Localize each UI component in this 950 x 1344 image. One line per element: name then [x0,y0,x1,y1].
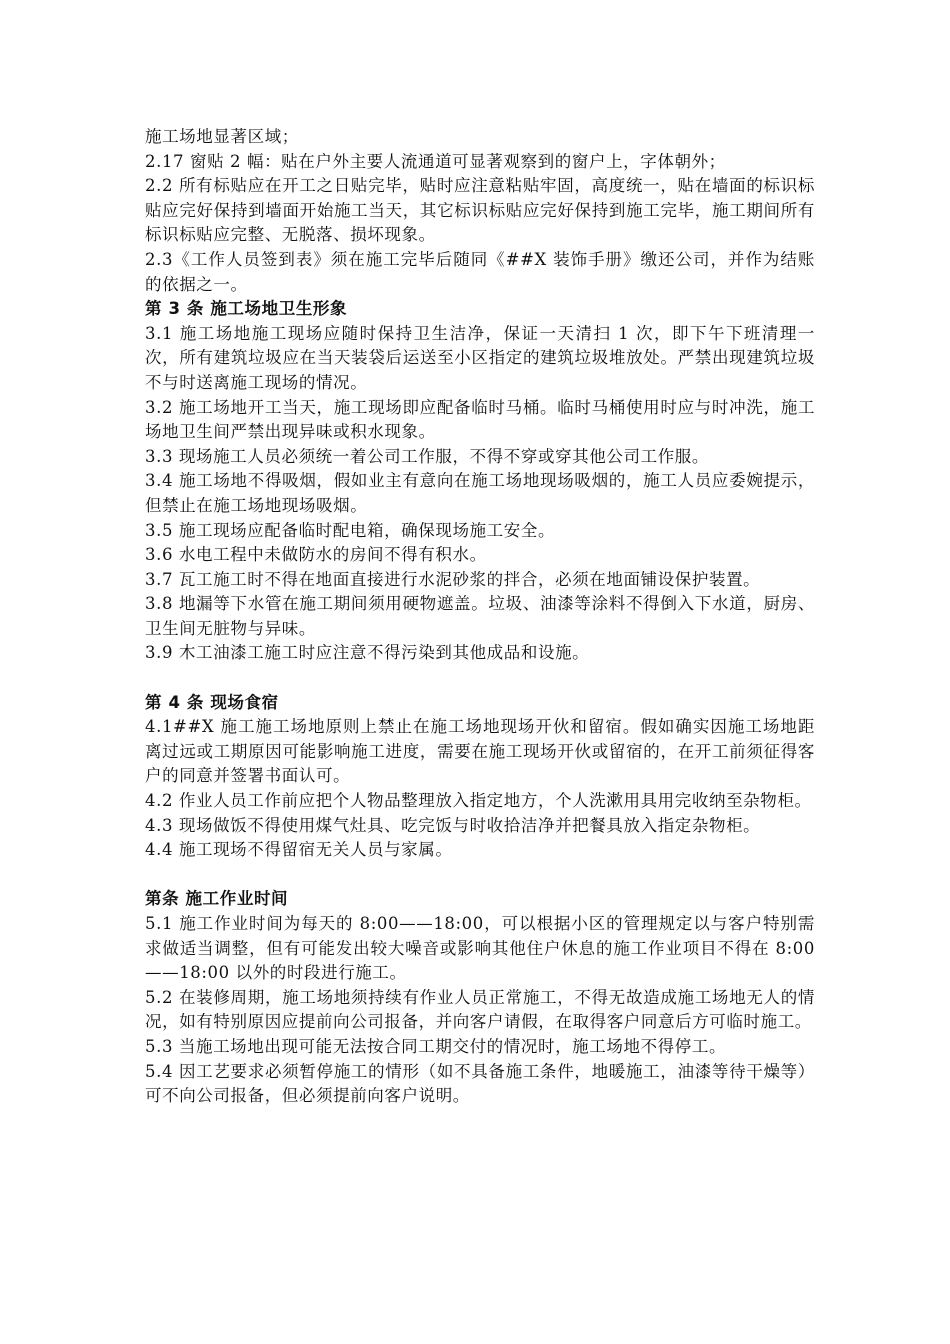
paragraph: 2.2 所有标贴应在开工之日贴完毕，贴时应注意粘贴牢固，高度统一，贴在墙面的标识标贴应完好保持到墙面开始施工当天，其它标识标贴应完好保持到施工完毕，施工期间所有标识标贴应完整、无脱落、损坏现象。 [145,176,815,245]
paragraph: 5.2 在装修周期，施工场地须持续有作业人员正常施工，不得无故造成施工场地无人的情况，如有特别原因应提前向公司报备，并向客户请假，在取得客户同意后方可临时施工。 [145,987,815,1032]
paragraph: 5.1 施工作业时间为每天的 8:00——18:00，可以根据小区的管理规定以与客户特别需求做适当调整，但有可能发出较大噪音或影响其他住户休息的施工作业项目不得在 8:00——18:00 以外的时段进行施工。 [145,914,815,983]
paragraph: 3.7 瓦工施工时不得在地面直接进行水泥砂浆的拌合，必须在地面铺设保护装置。 [145,569,761,589]
paragraph: 3.4 施工场地不得吸烟，假如业主有意向在施工场地现场吸烟的，施工人员应委婉提示，但禁止在施工场地现场吸烟。 [145,471,815,515]
paragraph: 3.6 水电工程中未做防水的房间不得有积水。 [145,545,487,565]
paragraph: 4.4 施工现场不得留宿无关人员与家属。 [145,840,453,860]
paragraph: 3.1 施工场地施工现场应随时保持卫生洁净，保证一天清扫 1 次，即下午下班清理一次，所有建筑垃圾应在当天装袋后运送至小区指定的建筑垃圾堆放处。严禁出现建筑垃圾不与时送离施工现场的情况。 [145,323,815,392]
paragraph: 4.3 现场做饭不得使用煤气灶具、吃完饭与时收拾洁净并把餐具放入指定杂物柜。 [145,815,761,835]
paragraph: 2.3《工作人员签到表》须在施工完毕后随同《##X 装饰手册》缴还公司，并作为结账的依据之一。 [145,249,815,294]
section-heading: 第条 施工作业时间 [145,889,289,909]
paragraph: 3.3 现场施工人员必须统一着公司工作服，不得不穿或穿其他公司工作服。 [145,446,709,466]
paragraph: 3.8 地漏等下水管在施工期间须用硬物遮盖。垃圾、油漆等涂料不得倒入下水道，厨房、卫生间无脏物与异味。 [145,594,815,638]
paragraph: 3.9 木工油漆工施工时应注意不得污染到其他成品和设施。 [145,643,590,663]
paragraph: 3.2 施工场地开工当天，施工现场即应配备临时马桶。临时马桶使用时应与时冲洗，施工场地卫生间严禁出现异味或积水现象。 [145,397,815,442]
document-page [145,125,815,1109]
paragraph: 5.4 因工艺要求必须暂停施工的情形（如不具备施工条件，地暖施工，油漆等待干燥等）可不向公司报备，但必须提前向客户说明。 [145,1061,815,1106]
paragraph: 2.17 窗贴 2 幅：贴在户外主要人流通道可显著观察到的窗户上，字体朝外； [145,151,726,171]
blank-line [145,666,815,691]
section-heading: 第 4 条 现场食宿 [145,692,279,712]
blank-line [145,863,815,888]
paragraph: 施工场地显著区域； [145,127,299,146]
paragraph: 5.3 当施工场地出现可能无法按合同工期交付的情况时，施工场地不得停工。 [145,1036,727,1056]
paragraph: 3.5 施工现场应配备临时配电箱，确保现场施工安全。 [145,520,556,540]
section-heading: 第 3 条 施工场地卫生形象 [145,299,348,319]
paragraph: 4.2 作业人员工作前应把个人物品整理放入指定地方，个人洗漱用具用完收纳至杂物柜。 [145,791,812,811]
paragraph: 4.1##X 施工施工场地原则上禁止在施工场地现场开伙和留宿。假如确实因施工场地距离过远或工期原因可能影响施工进度，需要在施工现场开伙或留宿的，在开工前须征得客户的同意并签署书面认可。 [145,717,815,786]
